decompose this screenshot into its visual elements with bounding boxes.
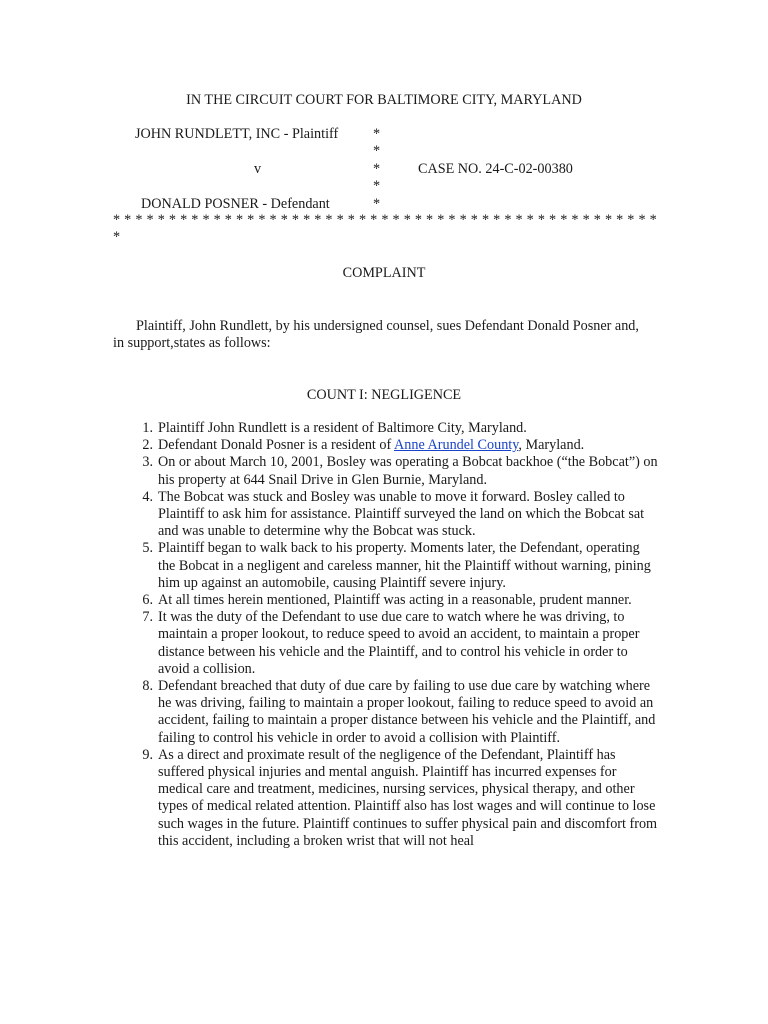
document-title: COMPLAINT <box>342 265 426 281</box>
caption-star: * <box>373 143 381 159</box>
defendant-caption: DONALD POSNER - Defendant <box>141 196 330 212</box>
intro-text: Plaintiff, John Rundlett, by his undersigned counsel, sues Defendant Donald Posner and, in support,states as follows: <box>113 318 639 352</box>
caption-star: * <box>373 178 381 194</box>
item-number: 7 . <box>133 609 153 626</box>
plaintiff-caption: JOHN RUNDLETT, INC - Plaintiff <box>135 126 339 142</box>
court-heading: IN THE CIRCUIT COURT FOR BALTIMORE CITY, MARYLAND <box>186 92 582 108</box>
list-item <box>113 747 658 850</box>
item-text: , Maryland. <box>518 437 585 454</box>
case-number: CASE NO. 24-C-02-00380 <box>418 161 573 177</box>
list-item <box>113 609 658 678</box>
item-text: At all times herein mentioned, Plaintiff was acting in a reasonable, prudent manner. <box>158 592 632 609</box>
caption-star: * <box>373 161 381 177</box>
item-text: It was the duty of the Defendant to use due care to watch where he was driving, to maintain a proper lookout, to reduce speed to avoid an accident, to maintain a proper distance between his vehicle and the Plaintiff, and to control his vehicle in order to avoid a collision. <box>158 609 640 677</box>
allegations-list <box>113 420 658 850</box>
item-number: 6 . <box>133 592 153 609</box>
intro-paragraph <box>113 318 653 352</box>
list-item <box>113 592 658 609</box>
item-number: 2 . <box>133 437 153 454</box>
item-number: 1 . <box>133 420 153 437</box>
list-item <box>113 489 658 541</box>
caption-separator-wrap: * <box>113 229 121 245</box>
anne-arundel-county-link[interactable]: Anne Arundel County <box>394 437 519 454</box>
item-text: Defendant breached that duty of due care by failing to use due care by watching where he was driving, failing to maintain a proper lookout, failing to reduce speed to avoid an accident, failing to maintain a proper distance between his vehicle and the Plaintiff, and failing to control his vehicle in order to avoid a collision with Plaintiff. <box>158 678 656 746</box>
item-number: 9 . <box>133 747 153 764</box>
item-text: Defendant Donald Posner is a resident of <box>158 437 395 454</box>
item-number: 8 . <box>133 678 153 695</box>
item-text: Plaintiff began to walk back to his property. Moments later, the Defendant, operating the Bobcat in a negligent and careless manner, hit the Plaintiff without warning, pining him up against an automobile, causing Plaintiff severe injury. <box>158 540 651 591</box>
item-text: The Bobcat was stuck and Bosley was unable to move it forward. Bosley called to Plaintiff to ask him for assistance. Plaintiff surveyed the land on which the Bobcat sat and was unable to determine why the Bobcat was stuck. <box>158 488 645 540</box>
list-item <box>113 420 658 437</box>
item-number: 3 . <box>133 454 153 471</box>
list-item <box>113 437 658 454</box>
caption-star: * <box>373 126 381 142</box>
caption-separator: * * * * * * * * * * * * * * * * * * * * * * * * * * * * * * * * * * * * * * * * * * * * * * * * * <box>113 212 658 228</box>
versus-label: v <box>254 161 262 177</box>
list-item <box>113 540 658 592</box>
item-text: On or about March 10, 2001, Bosley was operating a Bobcat backhoe (“the Bobcat”) on his property at 644 Snail Drive in Glen Burnie, Maryland. <box>158 454 658 488</box>
caption-star: * <box>373 196 381 212</box>
item-text: As a direct and proximate result of the negligence of the Defendant, Plaintiff has suffered physical injuries and mental anguish. Plaintiff has incurred expenses for medical care and treatment, medicines, nursing services, physical therapy, and other types of medical related attention. Plaintiff also has lost wages and will continue to lose such wages in the future. Plaintiff continues to suffer physical pain and discomfort from this accident, including a broken wrist that will not heal <box>158 746 658 849</box>
list-item <box>113 454 658 488</box>
item-number: 5 . <box>133 540 153 557</box>
list-item <box>113 678 658 747</box>
item-number: 4 . <box>133 489 153 506</box>
item-text: Plaintiff John Rundlett is a resident of Baltimore City, Maryland. <box>158 420 527 436</box>
count-heading: COUNT I: NEGLIGENCE <box>306 387 462 403</box>
